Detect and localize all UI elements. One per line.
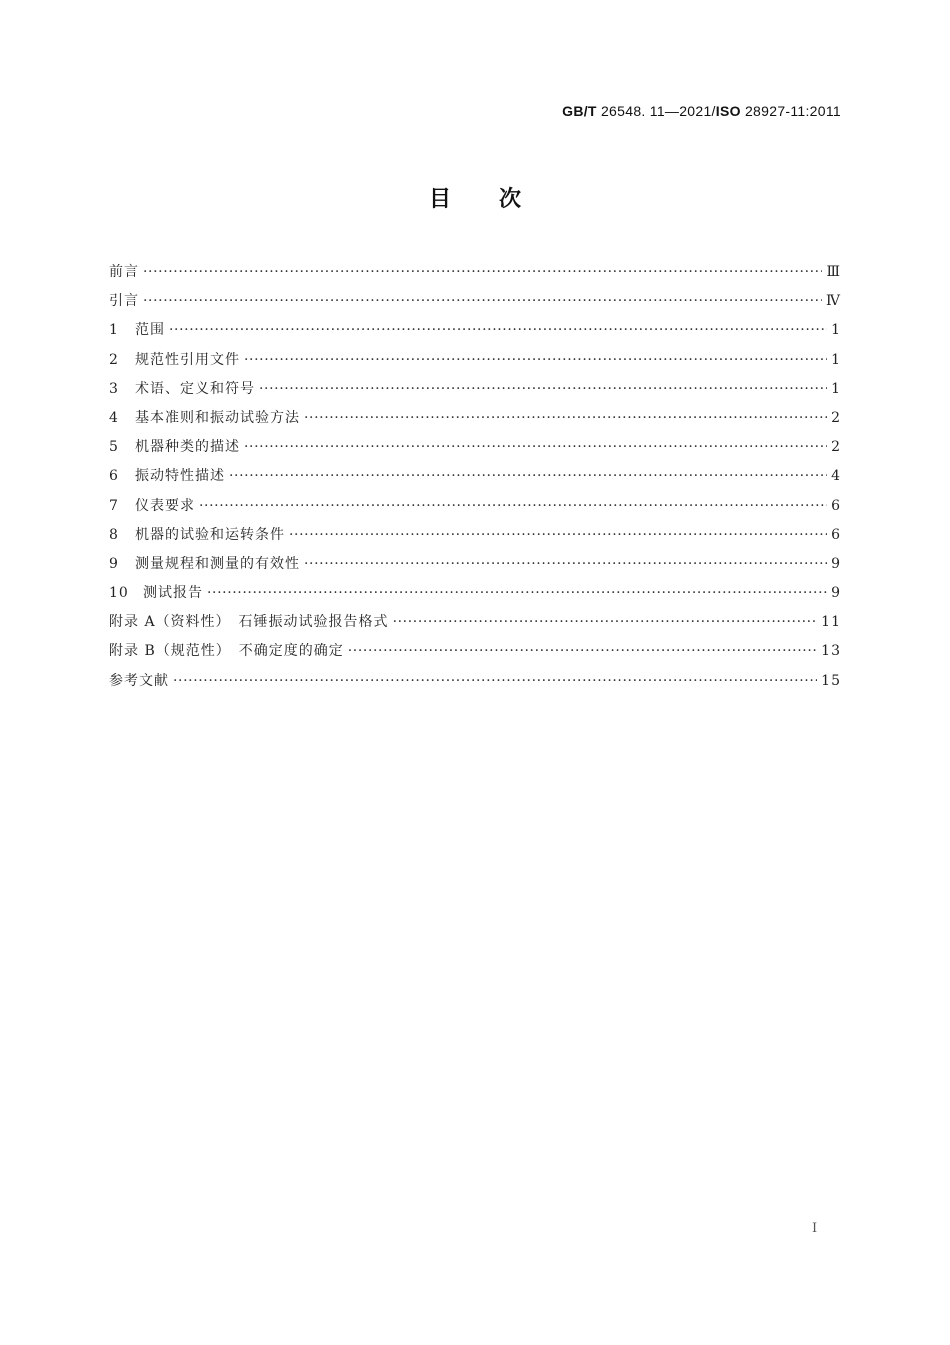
toc-entry-4[interactable]: [109, 404, 841, 433]
toc-entry-3[interactable]: [109, 375, 841, 404]
toc-entry-annex-b[interactable]: [109, 637, 841, 666]
toc-entry-annex-a[interactable]: [109, 608, 841, 637]
toc-leader-dots: [289, 521, 827, 550]
toc-page-number: 6: [831, 497, 841, 514]
toc-entry-title: 参考文献: [109, 672, 169, 689]
toc-entry-6[interactable]: [109, 462, 841, 491]
toc-section-number: 6: [109, 468, 119, 485]
toc-page-number: 1: [831, 322, 841, 339]
standard-number: 26548. 11—2021/: [596, 103, 716, 119]
toc-leader-dots: [259, 375, 827, 404]
toc-leader-dots: [207, 579, 827, 608]
iso-prefix: ISO: [715, 103, 741, 119]
page-title: [0, 182, 950, 213]
toc-section-number: 4: [109, 409, 119, 426]
toc-leader-dots: [304, 404, 827, 433]
title-char-2: 次: [499, 187, 522, 212]
toc-entry-title: 机器种类的描述: [135, 439, 240, 456]
toc-section-number: 9: [109, 555, 119, 572]
toc-section-number: 7: [109, 497, 119, 514]
toc-leader-dots: [229, 462, 827, 491]
toc-entry-8[interactable]: [109, 521, 841, 550]
toc-entry-title: 机器的试验和运转条件: [135, 526, 285, 543]
toc-entry-1[interactable]: [109, 316, 841, 345]
toc-page-number: 1: [831, 380, 841, 397]
toc-entry-title: 附录 B（规范性） 不确定度的确定: [109, 643, 344, 660]
toc-page-number: 4: [831, 468, 841, 485]
toc-entry-title: 测试报告: [143, 585, 203, 602]
toc-section-number: 10: [109, 585, 129, 602]
toc-entry-10[interactable]: [109, 579, 841, 608]
iso-number: 28927-11:2011: [740, 103, 841, 119]
toc-entry-title: 引言: [109, 293, 139, 310]
toc-page-number: 13: [821, 643, 841, 660]
title-char-1: 目: [428, 187, 451, 212]
toc-section-number: 2: [109, 351, 119, 368]
toc-page-number: 6: [831, 526, 841, 543]
toc-entry-title: 测量规程和测量的有效性: [135, 555, 300, 572]
document-standard-code: [562, 103, 841, 119]
toc-leader-dots: [169, 316, 827, 345]
toc-entry-title: 前言: [109, 264, 139, 280]
toc-leader-dots: [244, 346, 827, 375]
toc-page-number: 9: [831, 555, 841, 572]
toc-leader-dots: [244, 433, 827, 462]
toc-entry-5[interactable]: [109, 433, 841, 462]
toc-entry-title: 术语、定义和符号: [135, 380, 255, 397]
toc-section-number: 5: [109, 439, 119, 456]
toc-page-number: 1: [831, 351, 841, 368]
toc-entry-title: 附录 A（资料性） 石锤振动试验报告格式: [109, 614, 389, 631]
toc-entry-2[interactable]: [109, 346, 841, 375]
toc-page-number: 11: [821, 614, 841, 631]
toc-page-number: Ⅳ: [826, 293, 841, 310]
toc-leader-dots: [143, 287, 822, 316]
toc-section-number: 3: [109, 380, 119, 397]
toc-leader-dots: [304, 550, 827, 579]
table-of-contents: [109, 258, 841, 696]
page-number: I: [812, 1221, 818, 1236]
toc-page-number: 2: [831, 439, 841, 456]
toc-entry-introduction[interactable]: [109, 287, 841, 316]
toc-entry-title: 仪表要求: [135, 497, 195, 514]
toc-leader-dots: [393, 608, 818, 637]
toc-section-number: 1: [109, 322, 119, 339]
toc-leader-dots: [348, 637, 817, 666]
toc-leader-dots: [143, 258, 822, 287]
standard-prefix: GB/T: [562, 103, 597, 119]
toc-entry-7[interactable]: [109, 492, 841, 521]
toc-entry-title: 基本准则和振动试验方法: [135, 409, 300, 426]
toc-page-number: Ⅲ: [826, 264, 841, 280]
toc-page-number: 2: [831, 409, 841, 426]
toc-entry-title: 振动特性描述: [135, 468, 225, 485]
toc-leader-dots: [199, 492, 827, 521]
toc-entry-bibliography[interactable]: [109, 667, 841, 696]
toc-entry-title: 范围: [135, 322, 165, 339]
toc-page-number: 15: [821, 672, 841, 689]
toc-entry-9[interactable]: [109, 550, 841, 579]
toc-section-number: 8: [109, 526, 119, 543]
toc-entry-title: 规范性引用文件: [135, 351, 240, 368]
toc-page-number: 9: [831, 585, 841, 602]
toc-leader-dots: [173, 667, 817, 696]
toc-entry-foreword[interactable]: [109, 258, 841, 287]
